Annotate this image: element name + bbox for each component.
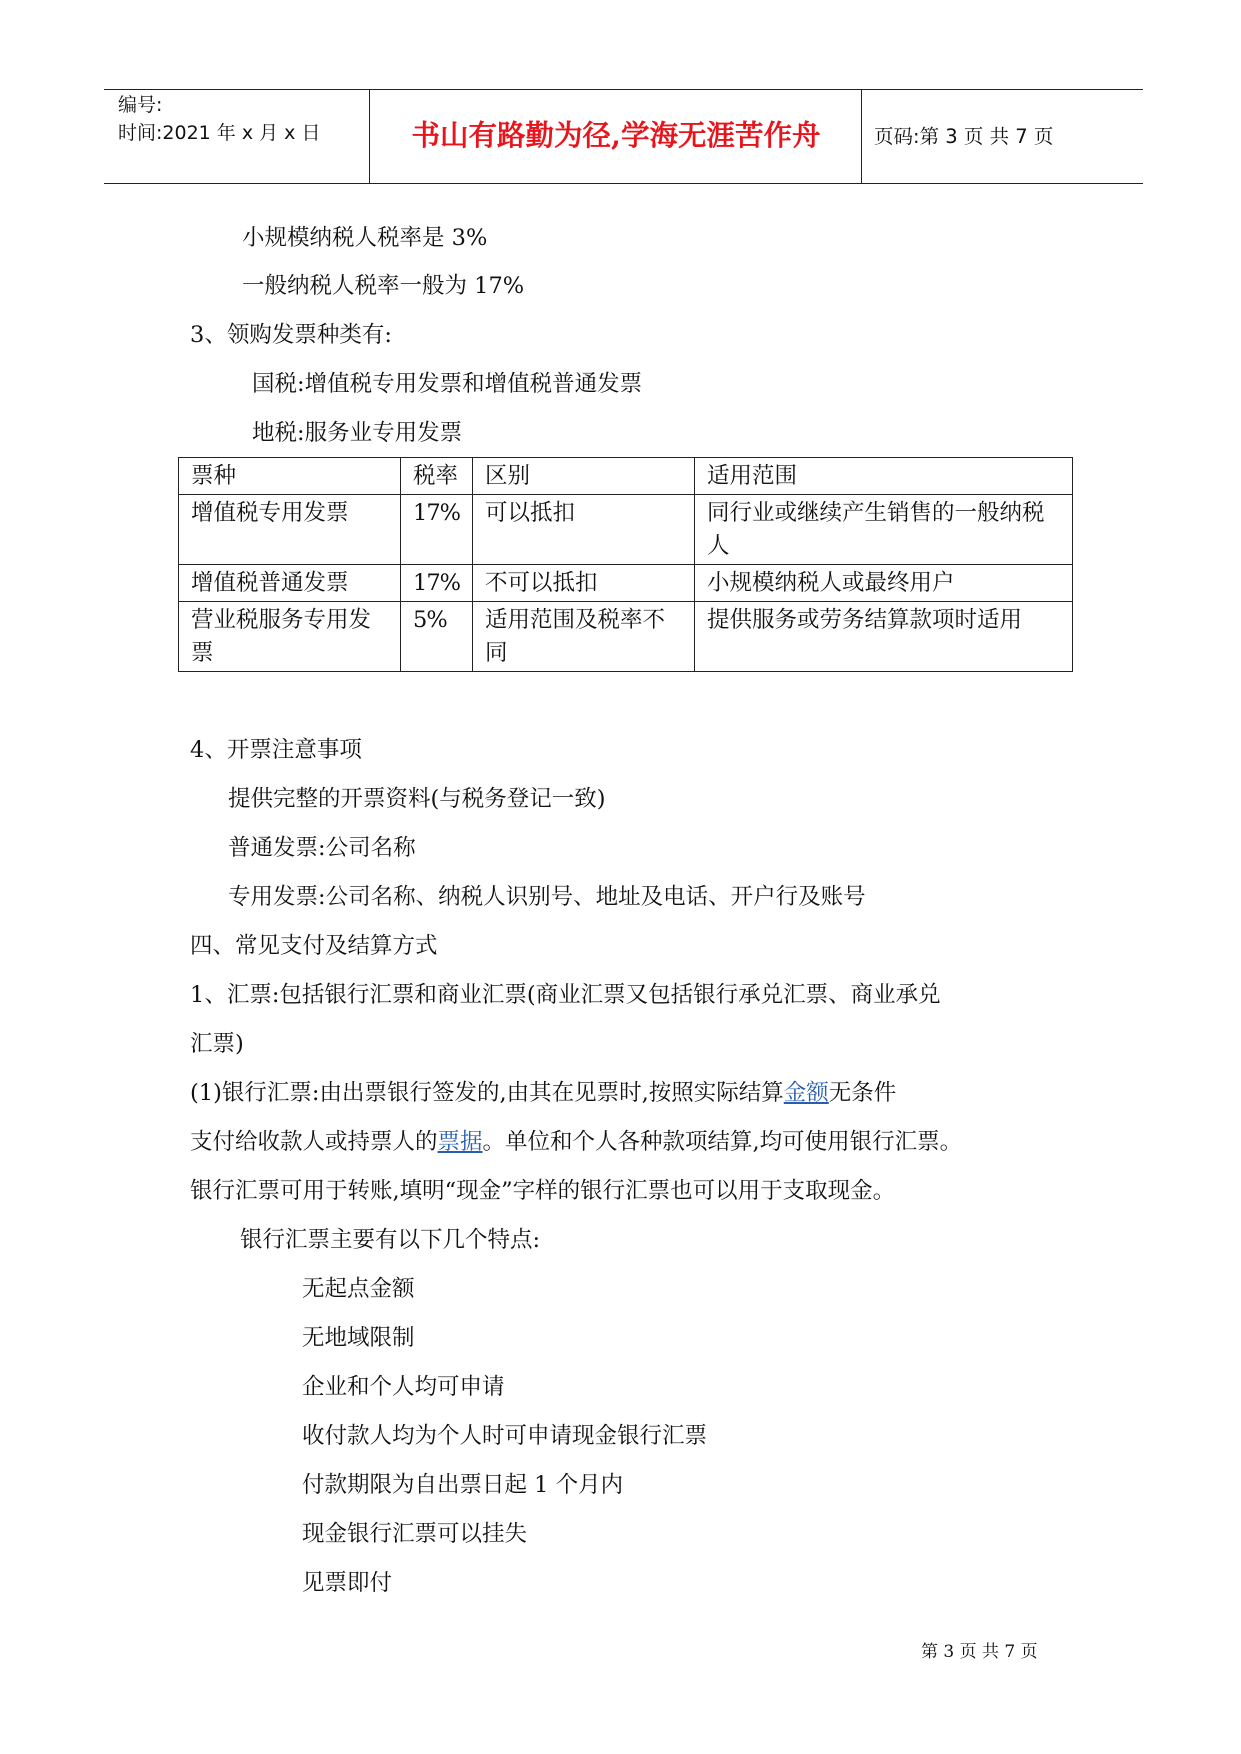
table-cell: 小规模纳税人或最终用户 <box>695 565 1073 602</box>
tax-rate-general: 一般纳税人税率一般为 17% <box>242 273 525 299</box>
amount-link[interactable]: 金额 <box>783 1080 829 1106</box>
notes-heading: 4、开票注意事项 <box>190 737 362 763</box>
draft-intro-line: 汇票) <box>190 1031 244 1057</box>
invoice-types-heading: 3、领购发票种类有: <box>190 322 392 348</box>
features-heading: 银行汇票主要有以下几个特点: <box>240 1227 541 1253</box>
table-cell: 不可以抵扣 <box>473 565 695 602</box>
header-motto: 书山有路勤为径,学海无涯苦作舟 <box>411 118 821 152</box>
feature-item: 付款期限为自出票日起 1 个月内 <box>302 1472 624 1498</box>
draft-intro-line: 1、汇票:包括银行汇票和商业汇票(商业汇票又包括银行承兑汇票、商业承兑 <box>190 982 941 1008</box>
bank-draft-paragraph-line <box>190 1082 896 1105</box>
invoice-types-local: 地税:服务业专用发票 <box>252 420 463 446</box>
bank-draft-text: 无条件 <box>828 1080 897 1106</box>
header-page-label: 页码:第 3 页 共 7 页 <box>874 125 1054 148</box>
section4-heading: 四、常见支付及结算方式 <box>190 933 438 959</box>
table-row <box>179 495 1073 565</box>
feature-item: 现金银行汇票可以挂失 <box>302 1521 528 1547</box>
table-cell: 17% <box>401 565 473 602</box>
header-bottom-rule <box>104 183 1143 184</box>
feature-item: 收付款人均为个人时可申请现金银行汇票 <box>302 1423 708 1449</box>
table-cell: 可以抵扣 <box>473 495 695 565</box>
table-cell: 5% <box>401 602 473 672</box>
notes-item: 提供完整的开票资料(与税务登记一致) <box>228 786 606 812</box>
bank-draft-text: 。单位和个人各种款项结算,均可使用银行汇票。 <box>482 1129 963 1155</box>
table-cell: 增值税专用发票 <box>179 495 401 565</box>
table-header-cell: 税率 <box>401 458 473 495</box>
feature-item: 企业和个人均可申请 <box>302 1374 505 1400</box>
tax-rate-small-scale: 小规模纳税人税率是 3% <box>242 225 488 251</box>
bank-draft-text: 支付给收款人或持票人的 <box>190 1129 438 1155</box>
header-serial-label: 编号: <box>118 94 163 116</box>
table-cell: 营业税服务专用发票 <box>179 602 401 672</box>
table-header-cell: 区别 <box>473 458 695 495</box>
table-row <box>179 565 1073 602</box>
header-time-label: 时间:2021 年 x 月 x 日 <box>118 122 321 144</box>
table-cell: 增值税普通发票 <box>179 565 401 602</box>
header-divider-right <box>861 90 862 184</box>
bank-draft-text: (1)银行汇票:由出票银行签发的,由其在见票时,按照实际结算 <box>190 1080 784 1106</box>
table-cell: 17% <box>401 495 473 565</box>
feature-item: 见票即付 <box>302 1570 393 1596</box>
page-footer: 第 3 页 共 7 页 <box>921 1642 1038 1662</box>
bank-draft-paragraph-line <box>190 1131 962 1154</box>
bill-link[interactable]: 票据 <box>437 1129 483 1155</box>
bank-draft-paragraph-line: 银行汇票可用于转账,填明“现金”字样的银行汇票也可以用于支取现金。 <box>190 1178 896 1204</box>
table-cell: 同行业或继续产生销售的一般纳税人 <box>695 495 1073 565</box>
table-row <box>179 602 1073 672</box>
notes-item: 专用发票:公司名称、纳税人识别号、地址及电话、开户行及账号 <box>228 884 866 910</box>
table-header-row <box>179 458 1073 495</box>
feature-item: 无起点金额 <box>302 1276 415 1302</box>
invoice-table <box>178 457 1073 672</box>
header-divider-left <box>369 90 370 184</box>
notes-item: 普通发票:公司名称 <box>228 835 416 861</box>
table-cell: 适用范围及税率不同 <box>473 602 695 672</box>
feature-item: 无地域限制 <box>302 1325 415 1351</box>
header-top-rule <box>104 89 1143 90</box>
table-cell: 提供服务或劳务结算款项时适用 <box>695 602 1073 672</box>
table-header-cell: 适用范围 <box>695 458 1073 495</box>
invoice-types-national: 国税:增值税专用发票和增值税普通发票 <box>252 371 643 397</box>
table-header-cell: 票种 <box>179 458 401 495</box>
